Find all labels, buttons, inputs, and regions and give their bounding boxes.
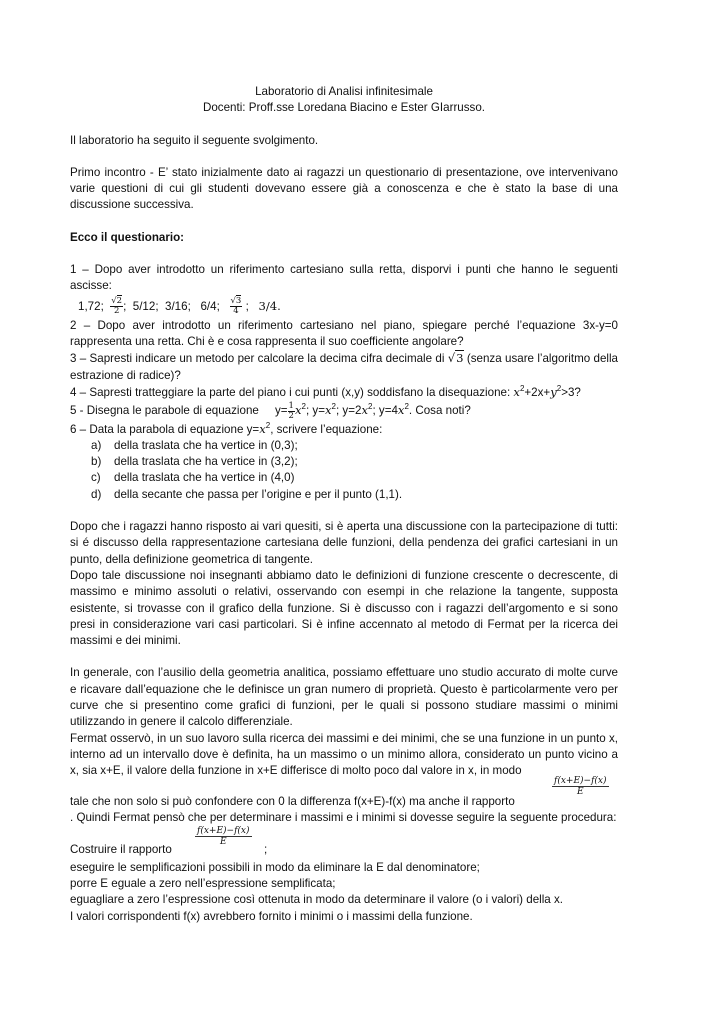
fraction-sqrt3-over-4: $\frac{√3}{4}$ <box>230 296 242 317</box>
step-1-line: $\frac{f(x+E)-f(x)}{E}$ Costruire il rapporto ; <box>70 825 268 856</box>
fermat-ratio-line: tale che non solo si può confondere con 0 la differenza f(x+E)-f(x) ma anche il rapporto $\frac{f(x+E)-f(x)}{E}$ <box>70 775 607 808</box>
fermat-paragraph-3: . Quindi Fermat pensò che per determinare i massimi e i minimi si dovesse seguire la seguente procedura: <box>70 810 617 824</box>
question-5: 5 - Disegna le parabole di equazione y= $\frac{1}{2}$ $x^2$; $y=x^2$; $y=2x^2$; $y=4x^2$. Cosa noti? <box>70 400 471 421</box>
question-2: 2 – Dopo aver introdotto un riferimento cartesiano nel piano, spiegare perché l’equazione 3x-y=0 rappresenta una retta. Chi è e cosa rappresenta il suo coefficiente angolare? <box>70 318 618 348</box>
ratio-formula: $\frac{f(x+E)-f(x)}{E}$ <box>554 775 607 797</box>
intro-paragraph: Il laboratorio ha seguito il seguente svolgimento. <box>70 133 319 147</box>
discussion-paragraph-1: Dopo che i ragazzi hanno risposto ai vari quesiti, si è aperta una discussione con la partecipazione di tutti: si é discusso della rappresentazione cartesiana delle funzioni, della pendenza dei grafici cartesiani in un punto, della definizione geometrica di tangente. <box>70 520 618 566</box>
value-1: 1,72; <box>78 299 104 313</box>
discussion-paragraph-2: Dopo tale discussione noi insegnanti abbiamo dato le definizioni di funzione crescente o decrescente, di massimo e minimo assoluti o relativi, osservando con esempi in che relazione la tangente, supposta esistente, si trovasse con il grafico della funzione. Si è discusso con i ragazzi dell’argomento e si sono presi in considerazione vari casi particolari. Si è infine accennato al metodo di Fermat per la ricerca dei massimi e dei minimi. <box>70 568 618 648</box>
question-4: 4 – Sapresti tratteggiare la parte del piano i cui punti (x,y) soddisfano la disequazione: $x^2+2x+y^2>3$? <box>70 384 581 399</box>
list-item: b) della traslata che ha vertice in (3,2); <box>91 455 298 469</box>
list-item: c) della traslata che ha vertice in (4,0) <box>91 471 295 485</box>
sqrt3-symbol: √3 <box>447 351 464 366</box>
value-5: 6/4; <box>200 299 220 313</box>
document-page <box>70 84 618 925</box>
question-3: 3 – Sapresti indicare un metodo per calcolare la decima cifra decimale di √3 (senza usare l’algoritmo della estrazione di radice)? <box>70 351 618 382</box>
step-4: eguagliare a zero l’espressione così ottenuta in modo da determinare il valore (o i valori) della x. <box>70 893 563 907</box>
document-title: Laboratorio di Analisi infinitesimale <box>255 85 433 98</box>
question-6: 6 – Data la parabola di equazione $y=x^2$, scrivere l’equazione: <box>70 420 383 436</box>
list-item: a) della traslata che ha vertice in (0,3); <box>91 438 298 452</box>
list-item: d) della secante che passa per l’origine e per il punto (1,1). <box>91 487 403 501</box>
ratio-formula-step: $\frac{f(x+E)-f(x)}{E}$ <box>197 825 250 847</box>
general-paragraph: In generale, con l’ausilio della geometria analitica, possiamo effettuare uno studio accurato di molte curve e ricavare dall’equazione che le definisce un gran numero di proprietà. Questo è particolarmente vero per curve che si presentino come grafici di funzioni, per le quali si possono studiare massimi o minimi utilizzando in genere il calcolo differenziale. <box>70 666 618 729</box>
fraction-sqrt2-over-2: $\frac{√2}{2}$ <box>111 296 123 317</box>
step-3: porre E eguale a zero nell’espressione semplificata; <box>70 877 336 891</box>
step-2: eseguire le semplificazioni possibili in modo da eliminare la E dal denominatore; <box>70 860 480 874</box>
first-meeting-paragraph: Primo incontro - E’ stato inizialmente dato ai ragazzi un questionario di presentazione, ove intervenivano varie questioni di cui gli studenti dovevano essere già a conoscenza e che è stato la base di una discussione successiva. <box>70 165 618 212</box>
fermat-paragraph-1: Fermat osservò, in un suo lavoro sulla ricerca dei massimi e dei minimi, che se una funzione in un punto x, interno ad un intervallo dove è definita, ha un massimo o un minimo allora, considerato un punto vicino a x, sia x+E, il valore della funzione in x+E differisce di molto poco dal valore in x, in modo <box>70 731 618 778</box>
document-teachers: Docenti: Proff.sse Loredana Biacino e Ester GIarrusso. <box>202 101 486 115</box>
question-1-values: 1,72; $\frac{√2}{2}$ ; 5/12; 3/16; 6/4; $\frac{√3}{4}$ ; 3/4. <box>78 296 281 317</box>
question-1: 1 – Dopo aver introdotto un riferimento cartesiano sulla retta, disporvi i punti che hanno le seguenti ascisse: <box>70 263 618 293</box>
value-4: 3/16; <box>165 299 191 313</box>
value-7: 3/4. <box>258 298 281 313</box>
value-3: 5/12; <box>132 299 159 313</box>
questionnaire-heading: Ecco il questionario: <box>70 230 185 244</box>
step-5: I valori corrispondenti f(x) avrebbero fornito i minimi o i massimi della funzione. <box>70 909 473 923</box>
question-6-list <box>70 438 618 503</box>
